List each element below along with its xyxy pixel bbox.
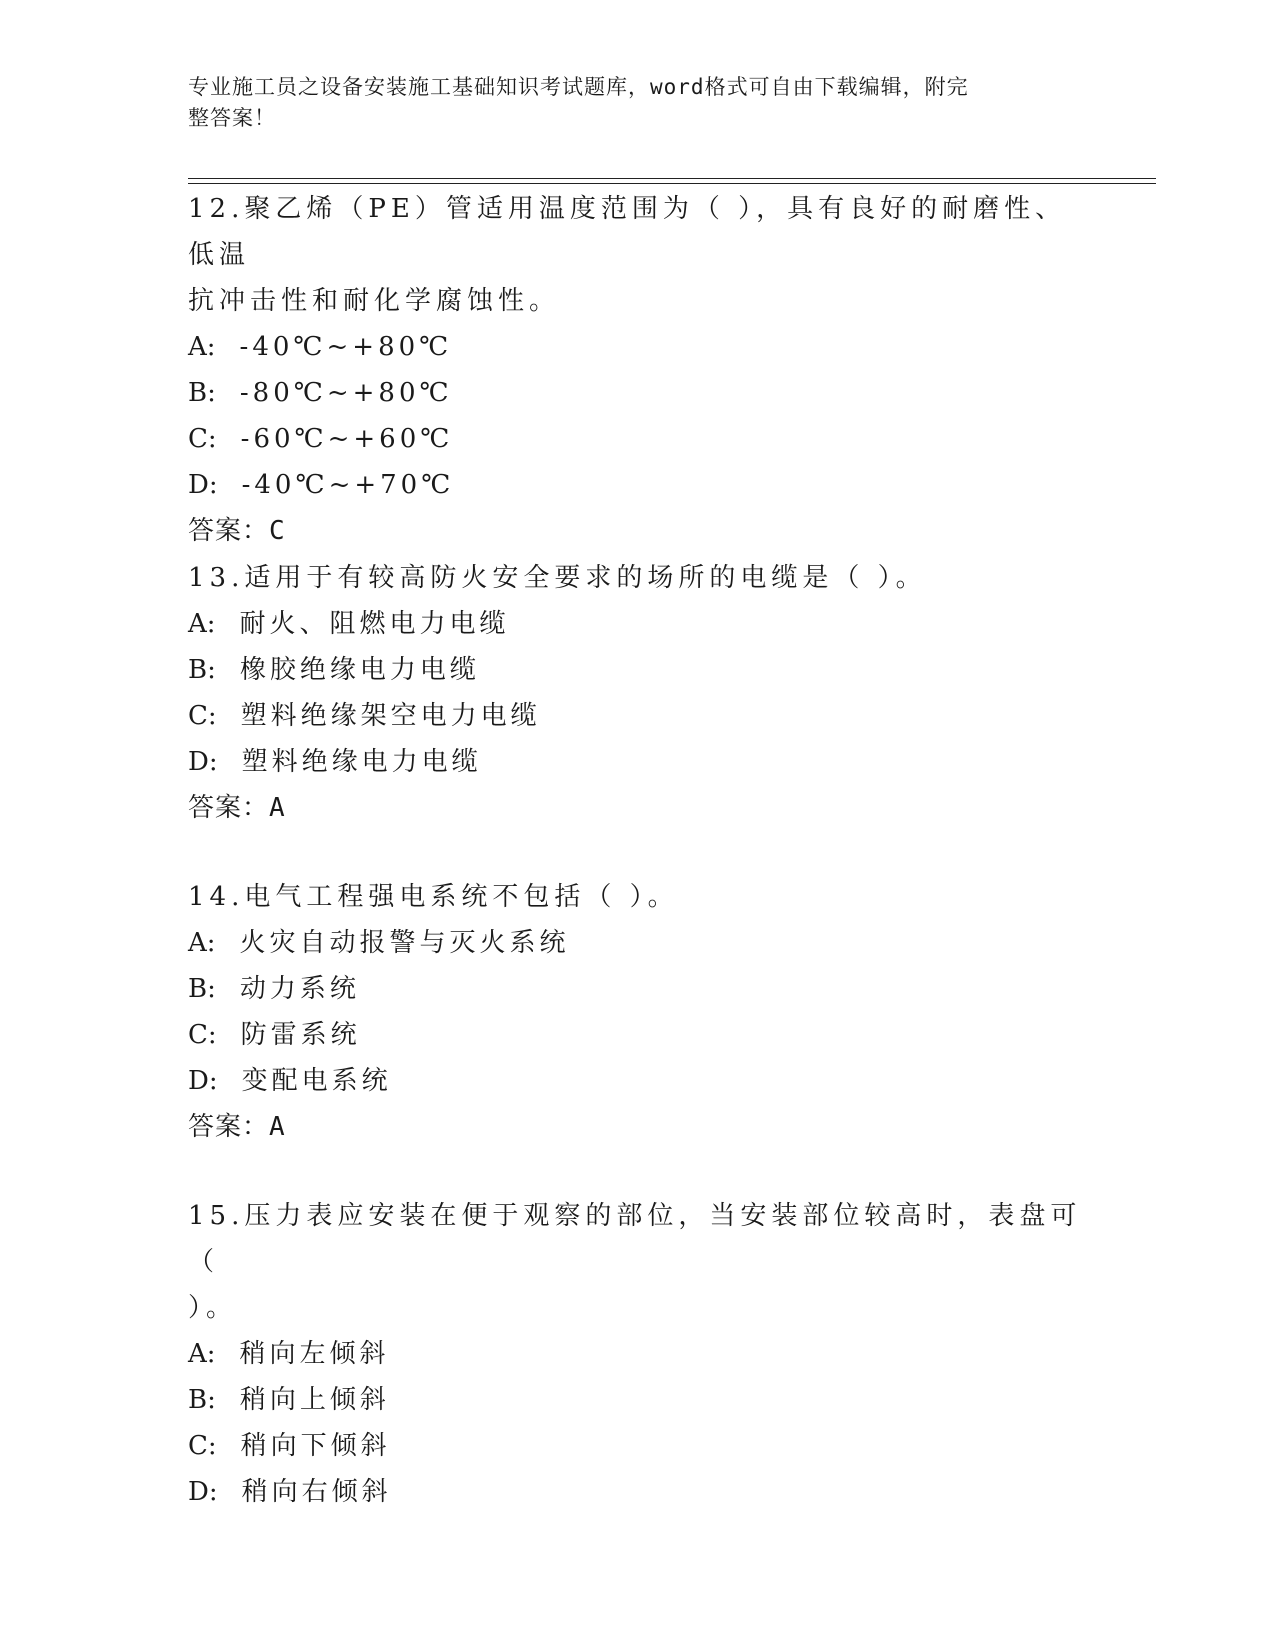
option-text: 稍向下倾斜	[240, 1431, 391, 1461]
option-key: B:	[188, 1385, 216, 1415]
option-c	[188, 1012, 1088, 1058]
header-divider-bottom	[188, 183, 1156, 184]
option-b	[188, 647, 1088, 693]
question-13	[188, 555, 1088, 831]
option-key: A:	[188, 609, 216, 639]
option-d	[188, 462, 1088, 508]
option-key: C:	[188, 701, 217, 731]
header-line-1: 专业施工员之设备安装施工基础知识考试题库，word格式可自由下载编辑，附完	[188, 75, 969, 99]
option-text: 塑料绝缘电力电缆	[241, 747, 482, 777]
option-key: C:	[188, 1020, 217, 1050]
option-text: 变配电系统	[241, 1066, 392, 1096]
option-text: 稍向右倾斜	[241, 1477, 392, 1507]
option-text: -40℃~+70℃	[241, 470, 455, 500]
option-text: 塑料绝缘架空电力电缆	[240, 701, 541, 731]
header-line-2: 整答案！	[188, 106, 276, 130]
option-text: 动力系统	[239, 974, 360, 1004]
option-key: A:	[188, 1339, 216, 1369]
answer-line: 答案：A	[188, 1112, 286, 1142]
question-stem-line: 12.聚乙烯（PE）管适用温度范围为（ ），具有良好的耐磨性、低温	[188, 194, 1067, 270]
option-d	[188, 1058, 1088, 1104]
question-stem-line: 14.电气工程强电系统不包括（ ）。	[188, 882, 679, 912]
header-divider-top	[188, 178, 1156, 179]
option-text: -80℃~+80℃	[239, 378, 453, 408]
document-header	[188, 72, 1068, 134]
question-stem-line: 15.压力表应安装在便于观察的部位，当安装部位较高时，表盘可（	[188, 1201, 1082, 1277]
question-stem-line: ）。	[188, 1293, 238, 1323]
question-stem-line: 抗冲击性和耐化学腐蚀性。	[188, 286, 561, 316]
option-d	[188, 1469, 1088, 1515]
question-15	[188, 1193, 1088, 1515]
option-c	[188, 1423, 1088, 1469]
option-b	[188, 1377, 1088, 1423]
option-text: 稍向左倾斜	[239, 1339, 390, 1369]
option-b	[188, 966, 1088, 1012]
option-key: B:	[188, 655, 216, 685]
option-key: D:	[188, 747, 218, 777]
option-text: -60℃~+60℃	[240, 424, 454, 454]
question-stem-line: 13.适用于有较高防火安全要求的场所的电缆是（ ）。	[188, 563, 927, 593]
question-12	[188, 186, 1088, 554]
option-key: C:	[188, 424, 217, 454]
option-a	[188, 324, 1088, 370]
option-text: -40℃~+80℃	[239, 332, 453, 362]
option-key: A:	[188, 928, 216, 958]
answer-line: 答案：C	[188, 516, 286, 546]
option-key: B:	[188, 974, 216, 1004]
option-b	[188, 370, 1088, 416]
option-d	[188, 739, 1088, 785]
option-c	[188, 693, 1088, 739]
option-a	[188, 601, 1088, 647]
question-14	[188, 874, 1088, 1150]
option-key: A:	[188, 332, 216, 362]
answer-line: 答案：A	[188, 793, 286, 823]
option-key: B:	[188, 378, 216, 408]
option-key: D:	[188, 1066, 218, 1096]
option-c	[188, 416, 1088, 462]
option-text: 橡胶绝缘电力电缆	[239, 655, 480, 685]
option-key: D:	[188, 1477, 218, 1507]
option-key: C:	[188, 1431, 217, 1461]
option-key: D:	[188, 470, 218, 500]
option-a	[188, 920, 1088, 966]
option-text: 火灾自动报警与灭火系统	[239, 928, 570, 958]
option-text: 耐火、阻燃电力电缆	[239, 609, 510, 639]
option-a	[188, 1331, 1088, 1377]
option-text: 稍向上倾斜	[239, 1385, 390, 1415]
option-text: 防雷系统	[240, 1020, 361, 1050]
